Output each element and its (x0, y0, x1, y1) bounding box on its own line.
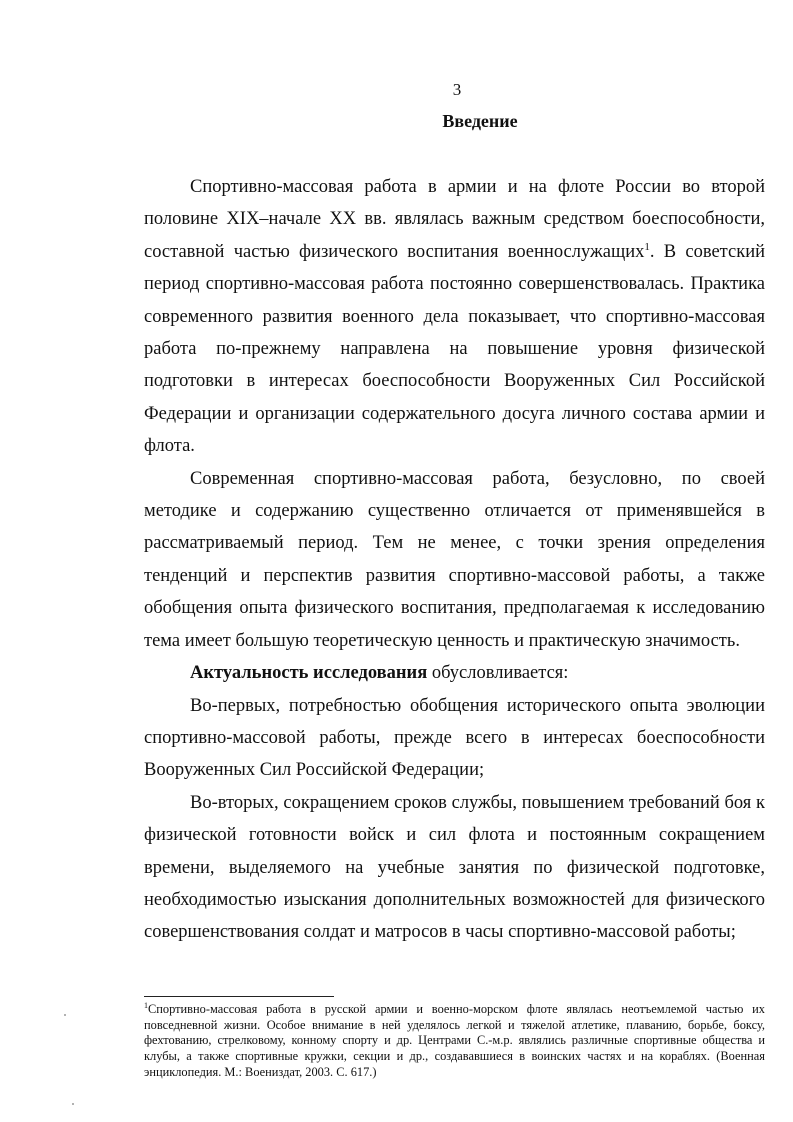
footnote (144, 1002, 765, 1081)
relevance-label: Актуальность исследования (190, 663, 428, 684)
footnote-divider (144, 996, 334, 997)
footnote-marker: 1 (144, 1000, 148, 1010)
paragraph-1-text-b: . В советский период спортивно-массовая работа постоянно совершенствовалась. Практика современного развития военного дела показывает, что спортивно-массовая работа по-прежнему направлена на повышение уровня физической подготовки в интересах боеспособности Вооруженных Сил Российской Федерации и организации содержательного досуга личного состава армии и флота. (144, 241, 765, 457)
section-heading: Введение (442, 111, 518, 131)
paragraph-5: Во-вторых, сокращением сроков службы, повышением требований боя к физической готовности войск и сил флота и постоянным сокращением времени, выделяемого на учебные занятия по физической подготовке, необходимостью изыскания дополнительных возможностей для физического совершенствования солдат и матросов в часы спортивно-массовой работы; (144, 792, 765, 943)
footnote-text: Спортивно-массовая работа в русской армии и военно-морском флоте являлась неотъемлемой частью их повседневной жизни. Особое внимание в ней уделялось легкой и тяжелой атлетике, плаванию, борьбе, боксу, фехтованию, стрелковому, конному спорту и др. Центрами С.-м.р. являлись различные спортивные общества и клубы, а также спортивные кружки, секции и др., создававшиеся в воинских частях и на кораблях. (Военная энциклопедия. М.: Воениздат, 2003. С. 617.) (144, 1002, 765, 1079)
paragraph-2: Современная спортивно-массовая работа, безусловно, по своей методике и содержанию существенно отличается от применявшейся в рассматриваемый период. Тем не менее, с точки зрения определения тенденций и перспектив развития спортивно-массовой работы, а также обобщения опыта физического воспитания, предполагаемая к исследованию тема имеет большую теоретическую ценность и практическую значимость. (144, 468, 765, 651)
paragraph-4: Во-первых, потребностью обобщения исторического опыта эволюции спортивно-массовой работы, прежде всего в интересах боеспособности Вооруженных Сил Российской Федерации; (144, 695, 765, 781)
scan-speck (72, 1103, 74, 1105)
paragraph-1 (144, 171, 765, 463)
body-text (144, 171, 765, 949)
paragraph-1-text-a: Спортивно-массовая работа в армии и на флоте России во второй половине XIX–начале XX вв. являлась важным средством боеспособности, составной частью физического воспитания военнослужащих (144, 177, 765, 262)
paragraph-3 (144, 657, 765, 689)
scan-speck (64, 1014, 66, 1016)
footnote-reference[interactable]: 1 (644, 240, 650, 253)
paragraph-3-rest: обусловливается: (427, 663, 569, 684)
page-number: 3 (452, 80, 462, 99)
